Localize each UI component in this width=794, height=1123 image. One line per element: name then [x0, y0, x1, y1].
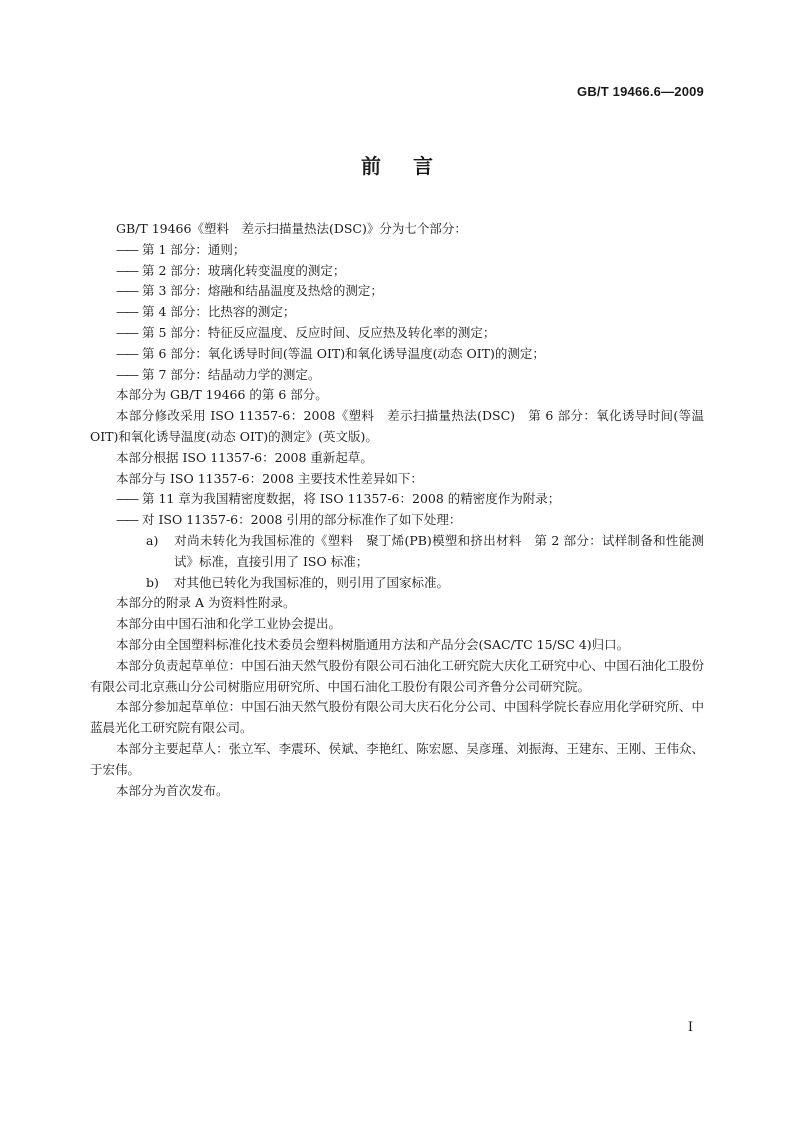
sub-item-letter: a) [146, 532, 159, 548]
list-item-part5 [90, 323, 704, 344]
dash-mark: —— [116, 241, 137, 257]
list-item-text: 第 2 部分：玻璃化转变温度的测定； [142, 262, 346, 278]
list-item-text: 第 1 部分：通则； [142, 241, 246, 257]
paragraph-centralized: 本部分由全国塑料标准化技术委员会塑料树脂通用方法和产品分会(SAC/TC 15/SC 4)归口。 [116, 636, 630, 652]
list-item-diff1 [90, 489, 704, 510]
list-item-text: 第 6 部分：氧化诱导时间(等温 OIT)和氧化诱导温度(动态 OIT)的测定； [142, 345, 545, 361]
list-item-part6 [90, 344, 704, 365]
paragraph-modified-adopt: 本部分修改采用 ISO 11357-6：2008《塑料 差示扫描量热法(DSC) 第 6 部分：氧化诱导时间(等温 OIT)和氧化诱导温度(动态 OIT)的测定》(英文版)。 [90, 408, 704, 444]
list-item-part3 [90, 281, 704, 302]
page-number: I [687, 1020, 693, 1035]
dash-mark: —— [116, 324, 137, 340]
paragraph-redraft: 本部分根据 ISO 11357-6：2008 重新起草。 [116, 449, 373, 465]
dash-mark: —— [116, 366, 137, 382]
header-standard-code: GB/T 19466.6—2009 [577, 84, 704, 99]
list-item-text: 第 7 部分：结晶动力学的测定。 [142, 366, 321, 382]
paragraph-first-release: 本部分为首次发布。 [116, 782, 229, 798]
list-item-text: 第 4 部分：比热容的测定； [142, 304, 296, 320]
dash-mark: —— [116, 262, 137, 278]
paragraph-responsible-units: 本部分负责起草单位：中国石油天然气股份有限公司石油化工研究院大庆化工研究中心、中国石油化工股份有限公司北京燕山分公司树脂应用研究所、中国石油化工股份有限公司齐鲁分公司研究院。 [90, 657, 704, 694]
paragraph-proposed: 本部分由中国石油和化学工业协会提出。 [116, 616, 342, 632]
list-item-text: 第 5 部分：特征反应温度、反应时间、反应热及转化率的测定； [142, 324, 496, 340]
sub-item-text: 对其他已转化为我国标准的，则引用了国家标准。 [174, 574, 450, 590]
paragraph-annex: 本部分的附录 A 为资料性附录。 [116, 595, 296, 611]
list-item-part4 [90, 302, 704, 323]
paragraph-participating-units: 本部分参加起草单位：中国石油天然气股份有限公司大庆石化分公司、中国科学院长春应用化学研究所、中蓝晨光化工研究院有限公司。 [90, 699, 704, 736]
paragraph-drafters: 本部分主要起草人：张立军、李震环、侯斌、李艳红、陈宏愿、吴彦瑾、刘振海、王建东、王刚、王伟众、于宏伟。 [90, 740, 704, 777]
dash-mark: —— [116, 345, 137, 361]
paragraph-this-part: 本部分为 GB/T 19466 的第 6 部分。 [116, 387, 328, 403]
page-title: 前言 [361, 154, 465, 178]
sub-item-text: 对尚未转化为我国标准的《塑料 聚丁烯(PB)模塑和挤出材料 第 2 部分：试样制备和性能测试》标准，直接引用了 ISO 标准； [174, 532, 704, 569]
sub-item-letter: b) [146, 574, 159, 590]
foreword-body [90, 219, 704, 801]
paragraph-intro: GB/T 19466《塑料 差示扫描量热法(DSC)》分为七个部分： [116, 221, 467, 236]
list-item-part1 [90, 240, 704, 261]
list-item-text: 第 11 章为我国精密度数据，将 ISO 11357-6：2008 的精密度作为附录； [142, 491, 561, 507]
list-item-diff2 [90, 510, 704, 531]
sub-item-a [90, 531, 704, 573]
dash-mark: —— [116, 304, 137, 320]
list-item-part7 [90, 365, 704, 386]
list-item-text: 对 ISO 11357-6：2008 引用的部分标准作了如下处理： [142, 512, 462, 528]
list-item-part2 [90, 261, 704, 282]
dash-mark: —— [116, 491, 137, 507]
sub-item-b [90, 573, 704, 594]
list-item-text: 第 3 部分：熔融和结晶温度及热焓的测定； [142, 283, 383, 299]
paragraph-differences: 本部分与 ISO 11357-6：2008 主要技术性差异如下： [116, 470, 423, 486]
dash-mark: —— [116, 512, 137, 528]
dash-mark: —— [116, 283, 137, 299]
